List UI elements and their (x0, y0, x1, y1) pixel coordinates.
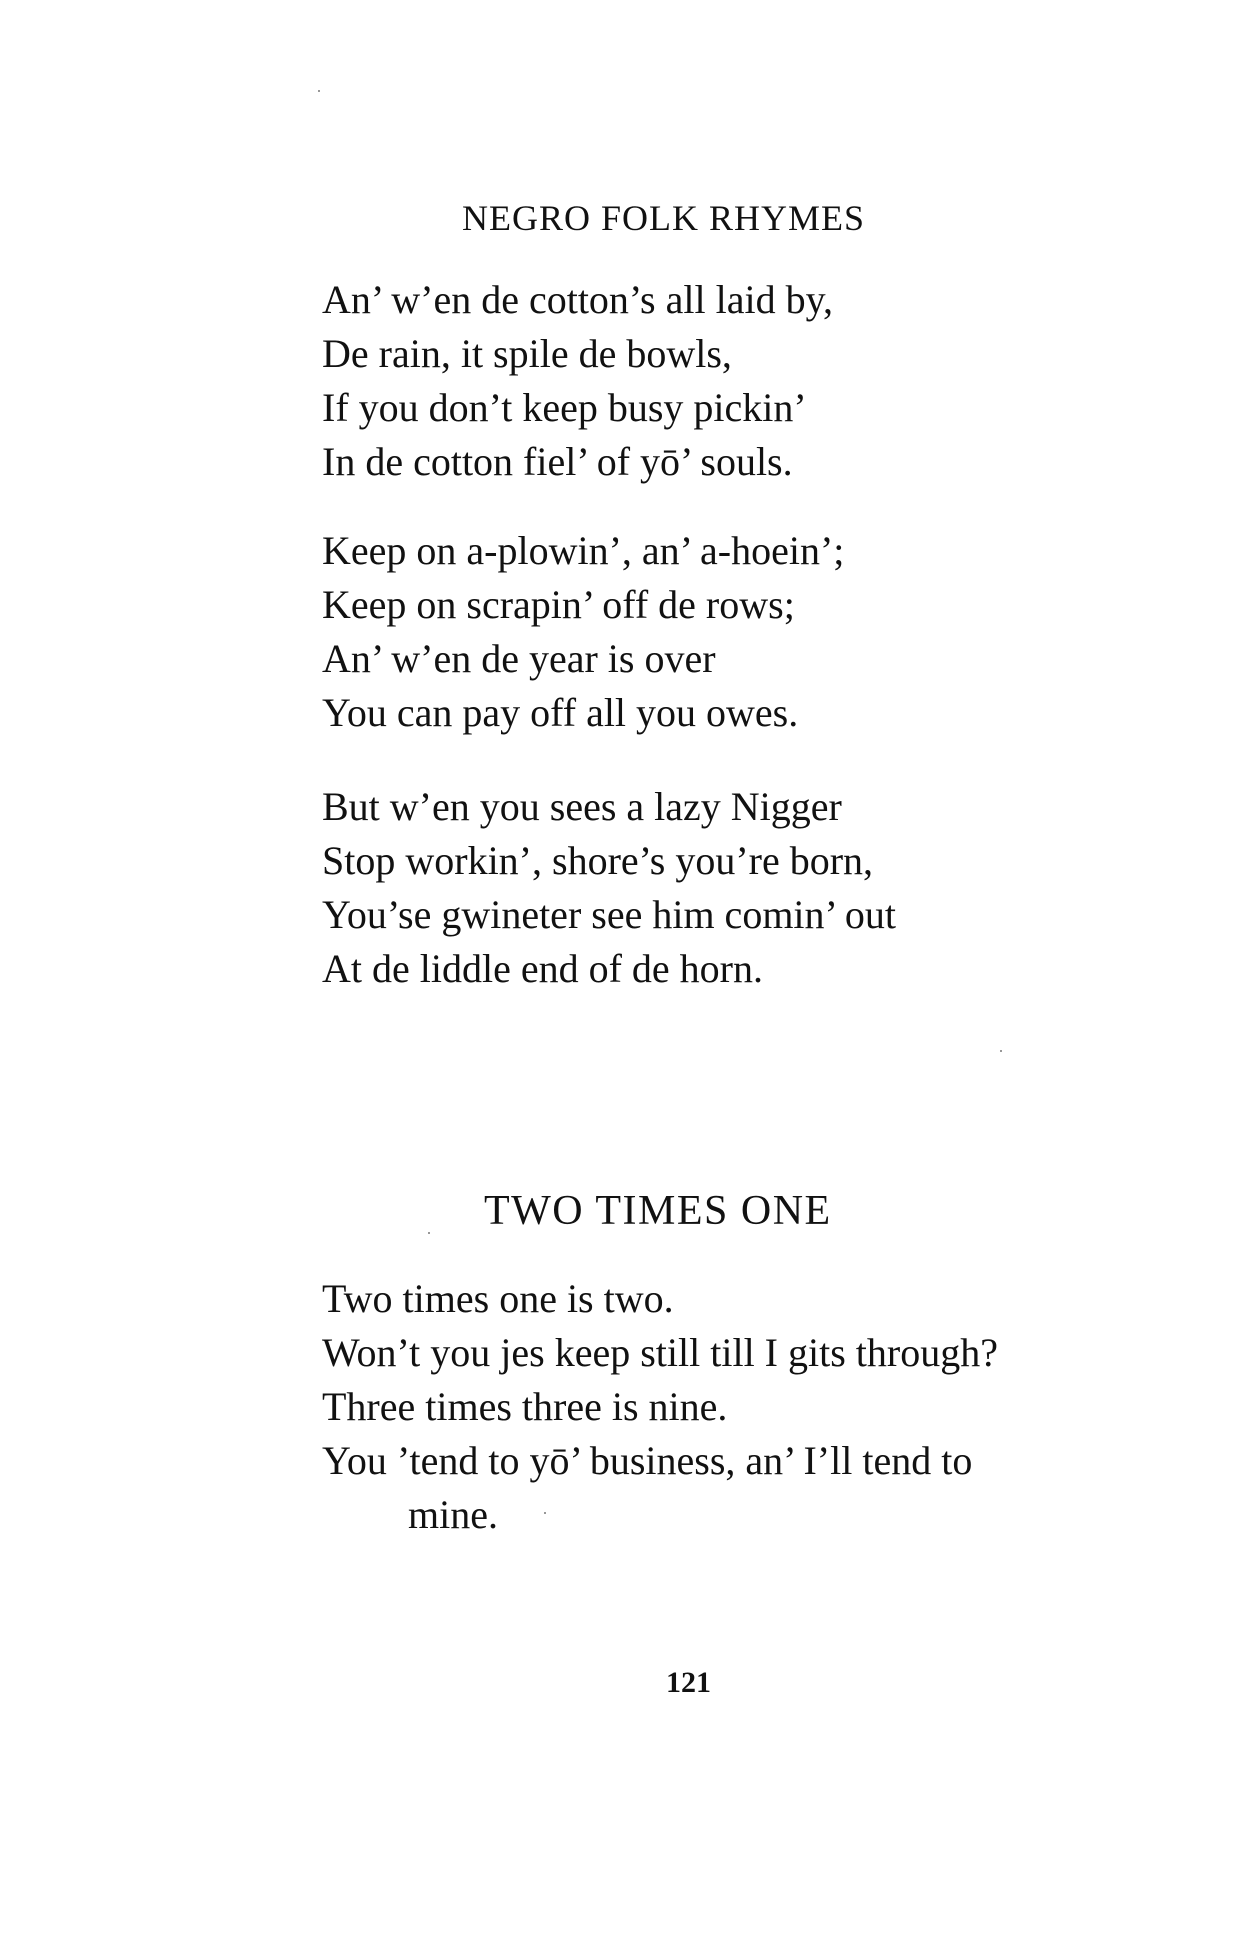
stanza (322, 273, 833, 489)
verse-line: An’ w’en de year is over (322, 636, 716, 681)
verse-line: Two times one is two. (322, 1276, 674, 1321)
verse-line: If you don’t keep busy pickin’ (322, 385, 807, 430)
stanza (322, 524, 844, 740)
scan-speck (318, 90, 320, 92)
verse-line: But w’en you sees a lazy Nigger (322, 784, 842, 829)
verse-line: Won’t you jes keep still till I gits through? (322, 1330, 998, 1375)
verse-line: De rain, it spile de bowls, (322, 331, 732, 376)
verse-line: You ’tend to yō’ business, an’ I’ll tend to (322, 1438, 973, 1483)
verse-line: Stop workin’, shore’s you’re born, (322, 838, 874, 883)
scan-speck (1000, 1050, 1002, 1052)
scan-speck (428, 1232, 430, 1234)
page-number: 121 (666, 1666, 711, 1699)
verse-line: Three times three is nine. (322, 1384, 728, 1429)
verse-line: At de liddle end of de horn. (322, 946, 763, 991)
stanza (322, 780, 896, 996)
verse-line: In de cotton fiel’ of yō’ souls. (322, 439, 793, 484)
verse-line: You can pay off all you owes. (322, 690, 799, 735)
verse-line: Keep on scrapin’ off de rows; (322, 582, 795, 627)
running-head: NEGRO FOLK RHYMES (462, 198, 866, 238)
verse-line: Keep on a-plowin’, an’ a-hoein’; (322, 528, 845, 573)
verse-line-continuation: mine. (408, 1492, 498, 1537)
verse-line: You’se gwineter see him comin’ out (322, 892, 897, 937)
verse-line: An’ w’en de cotton’s all laid by, (322, 277, 833, 322)
poem-title: TWO TIMES ONE (484, 1188, 832, 1234)
poem-body (322, 1272, 998, 1542)
